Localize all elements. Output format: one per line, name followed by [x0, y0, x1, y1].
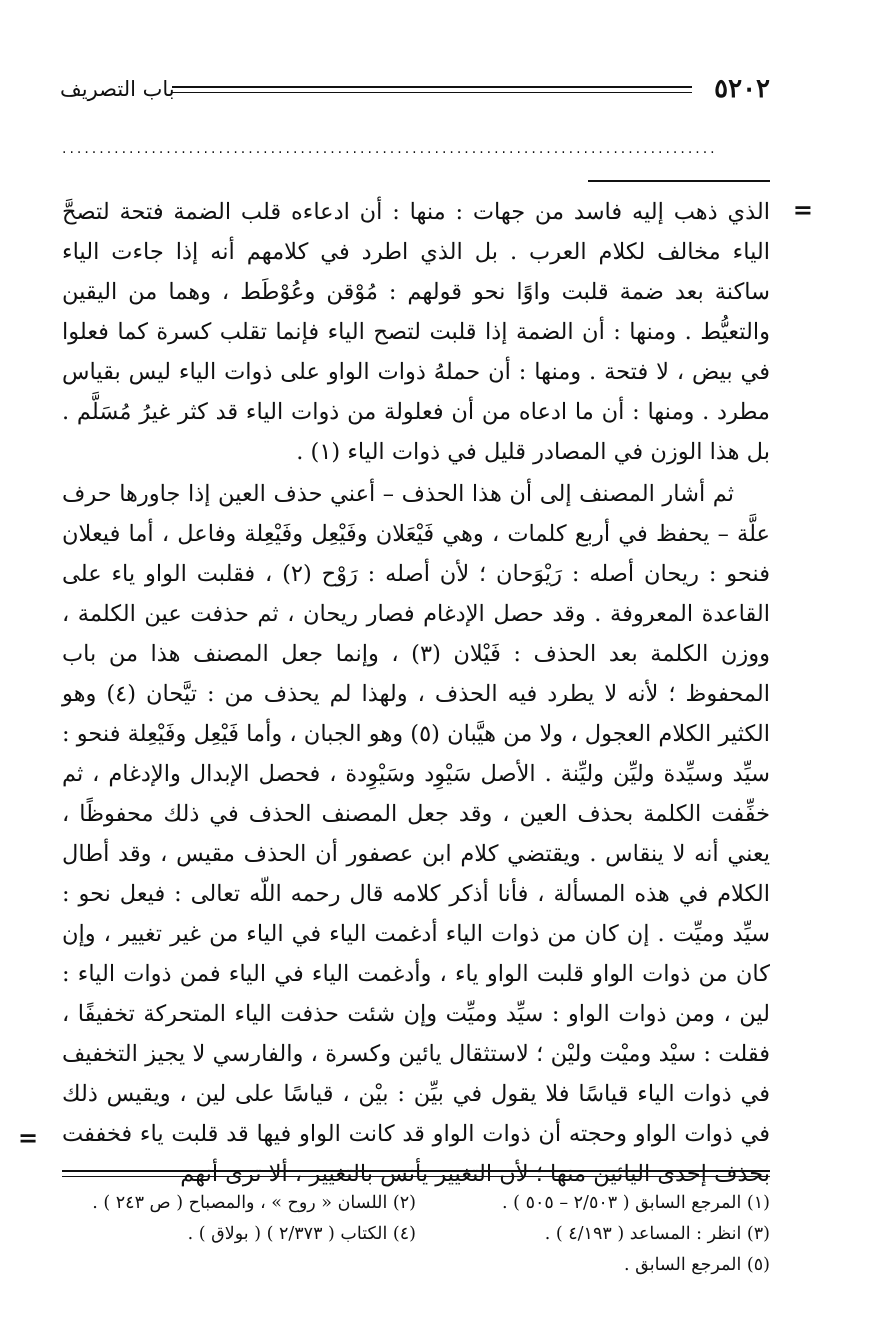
text-start-rule: [588, 180, 770, 182]
header-rule-thick: [172, 86, 692, 88]
header-rule-thin: [172, 92, 692, 93]
continuation-mark-top: =: [792, 196, 813, 224]
paragraph-1: الذي ذهب إليه فاسد من جهات : منها : أن ادعاءه قلب الضمة فتحة لتصحَّ الياء مخالف لكلام العرب . بل الذي اطرد في كلامهم أنه إذا جاءت الياء ساكنة بعد ضمة قلبت واوًا نحو قولهم : مُوْقن وعُوْطَط ، وهما من اليقين والتعيُّط . ومنها : أن الضمة إذا قلبت لتصح الياء فإنما تقلب كسرة كما فعلوا في بيض ، لا فتحة . ومنها : أن حملهُ ذوات الواو على ذوات الياء ليس بقياس مطرد . ومنها : أن ما ادعاه من أن فعلولة من ذوات الياء قد كثر غيرُ مُسَلَّم . بل هذا الوزن في المصادر قليل في ذوات الياء (١) .: [62, 199, 770, 465]
footnotes: [62, 1188, 770, 1281]
footnote-rule-thick: [62, 1170, 770, 1172]
footnote-2: (٢) اللسان « روح » ، والمصباح ( ص ٢٤٣ ) .: [92, 1193, 416, 1213]
page-header: [60, 72, 770, 108]
footnote-3: (٣) انظر : المساعد ( ٤/١٩٣ ) .: [544, 1224, 770, 1244]
footnote-row: [62, 1219, 770, 1250]
page-number: ٥٢٠٢: [714, 74, 770, 104]
footnote-4: (٤) الكتاب ( ٢/٣٧٣ ) ( بولاق ) .: [187, 1224, 416, 1244]
dotted-separator: ........................................................................................: [62, 142, 718, 156]
footnote-5: (٥) المرجع السابق .: [623, 1255, 770, 1275]
footnote-row: [62, 1188, 770, 1219]
main-text: [62, 192, 770, 1194]
footnote-rule-thin: [62, 1176, 770, 1177]
footnote-row: [62, 1250, 770, 1281]
footnote-1: (١) المرجع السابق ( ٢/٥٠٣ – ٥٠٥ ) .: [502, 1193, 770, 1213]
continuation-mark-bottom: =: [18, 1124, 39, 1152]
chapter-title: باب التصريف: [60, 77, 175, 101]
paragraph-2: ثم أشار المصنف إلى أن هذا الحذف – أعني حذف العين إذا جاورها حرف علَّة – يحفظ في أربع كلمات ، وهي فَيْعَلان وفَيْعِل وفَيْعِلة وفاعل ، أما فيعلان فنحو : ريحان أصله : رَيْوَحان ؛ لأن أصله : رَوْح (٢) ، فقلبت الواو ياء على القاعدة المعروفة . وقد حصل الإدغام فصار ريحان ، ثم حذفت عين الكلمة ، ووزن الكلمة بعد الحذف : فَيْلان (٣) ، وإنما جعل المصنف هذا من باب المحفوظ ؛ لأنه لا يطرد فيه الحذف ، ولهذا لم يحذف من : تيَّحان (٤) وهو الكثير الكلام العجول ، ولا من هيَّبان (٥) وهو الجبان ، وأما فَيْعِل وفَيْعِلة فنحو : سيِّد وسيِّدة وليِّن وليِّنة . الأصل سَيْوِد وسَيْوِدة ، فحصل الإبدال والإدغام ، ثم خفِّفت الكلمة بحذف العين ، وقد جعل المصنف الحذف في ذلك محفوظًا ، يعني أنه لا ينقاس . ويقتضي كلام ابن عصفور أن الحذف مقيس ، وقد أطال الكلام في هذه المسألة ، فأنا أذكر كلامه قال رحمه اللّه تعالى : فيعل نحو : سيِّد وميِّت . إن كان من ذوات الياء أدغمت الياء في الياء من غير تغيير ، وإن كان من ذوات الواو قلبت الواو ياء ، وأدغمت الياء في الياء فمن ذوات الياء : لين ، ومن ذوات الواو : سيِّد وميِّت وإن شئت حذفت الياء المتحركة تخفيفًا ، فقلت : سيْد وميْت وليْن ؛ لاستثقال يائين وكسرة ، والفارسي لا يجيز التخفيف في ذوات الياء قياسًا فلا يقول في بيِّن : بيْن ، قياسًا على لين ، ويقيس ذلك في ذوات الواو وحجته أن ذوات الواو قد كانت الواو فيها قد قلبت ياء فخففت بحذف إحدى اليائين منها ؛ لأن التغيير يأنس بالتغيير ، ألا ترى أنهم: [62, 481, 770, 1187]
